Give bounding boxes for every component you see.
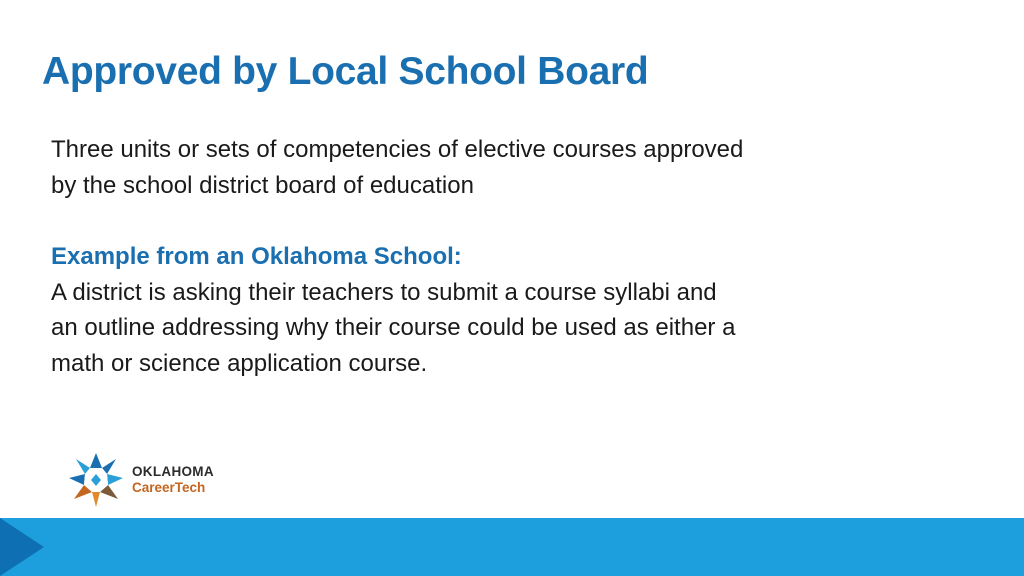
slide-title: Approved by Local School Board (42, 50, 649, 93)
example-line-2: an outline addressing why their course could be used as either a (51, 314, 736, 341)
example-line-1: A district is asking their teachers to submit a course syllabi and (51, 278, 717, 306)
slide-body (51, 132, 881, 381)
intro-line-1: Three units or sets of competencies of elective courses approved (51, 136, 744, 163)
oklahoma-careertech-logo (68, 452, 214, 508)
logo-text-careertech: CareerTech (132, 480, 206, 495)
intro-line-2: by the school district board of education (51, 171, 474, 199)
logo-text-oklahoma: OKLAHOMA (132, 464, 214, 479)
paragraph-spacer (51, 203, 881, 239)
star-logo-icon (68, 452, 124, 508)
example-line-3: math or science application course. (51, 349, 428, 377)
example-heading: Example from an Oklahoma School: (51, 243, 462, 270)
footer-arrow-icon (0, 518, 44, 576)
logo-wordmark (132, 464, 214, 496)
footer-bar (0, 518, 1024, 576)
